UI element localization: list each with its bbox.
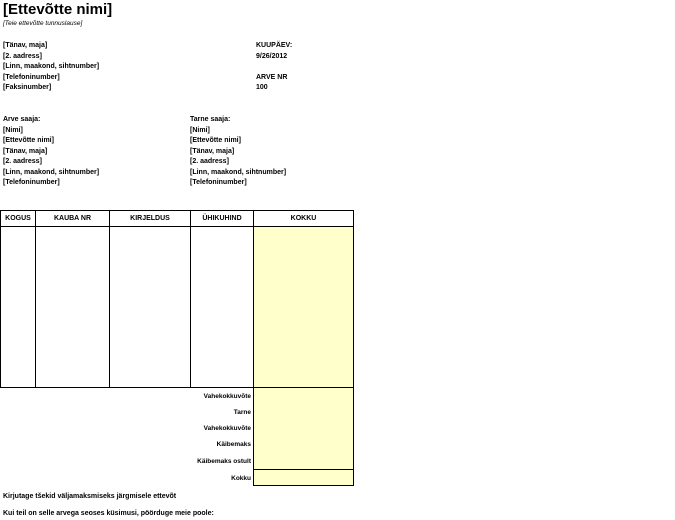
column-item-number[interactable] bbox=[36, 211, 110, 387]
ship-to-block bbox=[190, 115, 286, 189]
ship-to-line: [Tänav, maja] bbox=[190, 147, 235, 155]
contact-note: Kui teil on selle arvega seoses küsimusi, pöörduge meie poole: bbox=[3, 510, 214, 517]
payment-note: Kirjutage tšekid väljamaksmiseks järgmisele ettevõt bbox=[3, 493, 177, 500]
bill-to-line: [Nimi] bbox=[3, 126, 23, 134]
ship-to-line: [Linn, maakond, sihtnumber] bbox=[190, 168, 287, 176]
ship-to-line: [Telefoninumber] bbox=[190, 179, 247, 186]
address-line: [Linn, maakond, sihtnumber] bbox=[3, 63, 100, 70]
date-label: KUUPÄEV: bbox=[256, 42, 293, 49]
header-item-number: KAUBA NR bbox=[36, 211, 109, 227]
address-line: [Tänav, maja] bbox=[3, 42, 48, 49]
invoice-meta bbox=[256, 41, 292, 94]
header-unit-price: ÜHIKUHIND bbox=[191, 211, 253, 227]
bill-to-line: [Tänav, maja] bbox=[3, 147, 48, 155]
company-name: [Ettevõtte nimi] bbox=[3, 1, 113, 18]
ship-to-line: [Nimi] bbox=[190, 126, 210, 134]
company-slogan: [Teie ettevõtte tunnuslause] bbox=[3, 20, 83, 27]
invoice-number-label: ARVE NR bbox=[256, 73, 288, 81]
header-quantity: KOGUS bbox=[1, 211, 35, 227]
column-description[interactable] bbox=[110, 211, 191, 387]
bill-to-line: [Telefoninumber] bbox=[3, 179, 60, 186]
subtotal-label: Vahekokkuvõte bbox=[203, 393, 251, 400]
bill-to-heading: Arve saaja: bbox=[3, 116, 41, 123]
column-total[interactable] bbox=[254, 211, 353, 387]
company-address bbox=[3, 41, 99, 94]
ship-to-line: [Ettevõtte nimi] bbox=[190, 137, 241, 144]
subtotal-cells[interactable] bbox=[253, 388, 354, 469]
totals-section bbox=[0, 388, 354, 488]
column-quantity[interactable] bbox=[1, 211, 36, 387]
ship-to-heading: Tarne saaja: bbox=[190, 116, 231, 123]
header-description: KIRJELDUS bbox=[110, 211, 190, 227]
grand-total-label: Kokku bbox=[231, 475, 251, 482]
subtotal-label-2: Vahekokkuvõte bbox=[203, 425, 251, 432]
shipping-label: Tarne bbox=[233, 409, 251, 416]
column-unit-price[interactable] bbox=[191, 211, 254, 387]
bill-to-block bbox=[3, 115, 99, 189]
grand-total-cell[interactable] bbox=[253, 469, 354, 486]
purchase-vat-label: Käibemaks ostult bbox=[197, 458, 251, 465]
address-line: [2. aadress] bbox=[3, 52, 42, 60]
bill-to-line: [Linn, maakond, sihtnumber] bbox=[3, 168, 100, 176]
date-value: 9/26/2012 bbox=[256, 52, 288, 60]
items-table bbox=[0, 210, 354, 388]
address-line: [Telefoninumber] bbox=[3, 73, 60, 81]
invoice-number-value: 100 bbox=[256, 84, 268, 91]
bill-to-line: [Ettevõtte nimi] bbox=[3, 137, 54, 144]
ship-to-line: [2. aadress] bbox=[190, 158, 229, 165]
vat-label: Käibemaks bbox=[216, 441, 251, 448]
address-line: [Faksinumber] bbox=[3, 84, 52, 91]
header-total: KOKKU bbox=[254, 211, 353, 227]
bill-to-line: [2. aadress] bbox=[3, 158, 42, 165]
